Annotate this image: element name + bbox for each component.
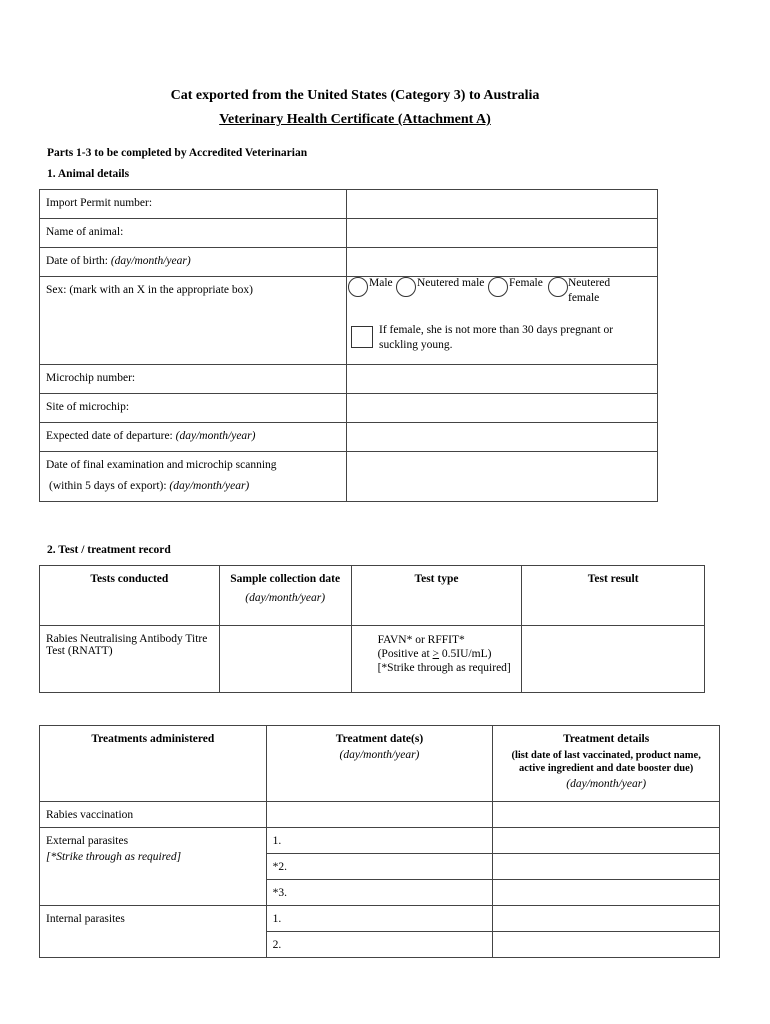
internal-date-2[interactable]: 2. xyxy=(266,932,493,958)
neutered-male-label: Neutered male xyxy=(417,277,485,289)
sex-options-cell xyxy=(347,277,658,365)
document-subtitle: Veterinary Health Certificate (Attachment A) xyxy=(219,112,491,127)
neutered-female-label: Neutered female xyxy=(568,277,611,304)
test-type-header: Test type xyxy=(351,566,522,626)
external-details-3[interactable] xyxy=(493,880,720,906)
test-result-header: Test result xyxy=(522,566,705,626)
departure-date-field[interactable] xyxy=(347,423,658,452)
rnatt-test-type: FAVN* or RFFIT* (Positive at > 0.5IU/mL) [*Strike through as required] xyxy=(351,626,522,693)
sample-date-header: Sample collection date (day/month/year) xyxy=(219,566,351,626)
sex-label: Sex: (mark with an X in the appropriate box) xyxy=(40,277,347,365)
external-details-1[interactable] xyxy=(493,828,720,854)
male-label: Male xyxy=(369,277,393,289)
animal-name-label: Name of animal: xyxy=(40,219,347,248)
final-exam-field[interactable] xyxy=(347,452,658,502)
female-label: Female xyxy=(509,277,543,289)
treatment-dates-header: Treatment date(s) (day/month/year) xyxy=(266,726,493,802)
rnatt-sample-date-field[interactable] xyxy=(219,626,351,693)
section1-heading: 1. Animal details xyxy=(47,168,130,180)
parts-note: Parts 1-3 to be completed by Accredited Veterinarian xyxy=(47,147,308,159)
neutered-female-radio[interactable] xyxy=(548,277,568,297)
rnatt-result-field[interactable] xyxy=(522,626,705,693)
internal-parasites-label: Internal parasites xyxy=(40,906,267,958)
microchip-site-field[interactable] xyxy=(347,394,658,423)
departure-date-label: Expected date of departure: (day/month/year) xyxy=(40,423,347,452)
female-pregnant-checkbox[interactable] xyxy=(351,326,373,348)
dob-field[interactable] xyxy=(347,248,658,277)
external-parasites-label: External parasites [*Strike through as required] xyxy=(40,828,267,906)
external-date-2[interactable]: *2. xyxy=(266,854,493,880)
internal-details-2[interactable] xyxy=(493,932,720,958)
microchip-site-label: Site of microchip: xyxy=(40,394,347,423)
rabies-details-field[interactable] xyxy=(493,802,720,828)
tests-conducted-header: Tests conducted xyxy=(40,566,220,626)
import-permit-label: Import Permit number: xyxy=(40,190,347,219)
treatment-details-header: Treatment details (list date of last vaccinated, product name, active ingredient and date booster due) (day/month/year) xyxy=(493,726,720,802)
external-details-2[interactable] xyxy=(493,854,720,880)
rabies-date-field[interactable] xyxy=(266,802,493,828)
document-title: Cat exported from the United States (Category 3) to Australia xyxy=(170,88,540,103)
internal-date-1[interactable]: 1. xyxy=(266,906,493,932)
treatments-table xyxy=(39,725,720,958)
animal-name-field[interactable] xyxy=(347,219,658,248)
microchip-number-label: Microchip number: xyxy=(40,365,347,394)
female-radio[interactable] xyxy=(488,277,508,297)
male-radio[interactable] xyxy=(348,277,368,297)
animal-details-table xyxy=(39,189,658,502)
neutered-male-radio[interactable] xyxy=(396,277,416,297)
treatments-header: Treatments administered xyxy=(40,726,267,802)
rnatt-test-label: Rabies Neutralising Antibody Titre Test (RNATT) xyxy=(40,626,220,693)
dob-label: Date of birth: (day/month/year) xyxy=(40,248,347,277)
tests-table xyxy=(39,565,705,693)
external-date-3[interactable]: *3. xyxy=(266,880,493,906)
female-note: If female, she is not more than 30 days pregnant or suckling young. xyxy=(379,324,614,351)
microchip-number-field[interactable] xyxy=(347,365,658,394)
external-date-1[interactable]: 1. xyxy=(266,828,493,854)
import-permit-field[interactable] xyxy=(347,190,658,219)
rabies-vaccination-label: Rabies vaccination xyxy=(40,802,267,828)
section2-heading: 2. Test / treatment record xyxy=(47,544,171,556)
final-exam-label: Date of final examination and microchip scanning (within 5 days of export): (day/month/year) xyxy=(40,452,347,502)
internal-details-1[interactable] xyxy=(493,906,720,932)
